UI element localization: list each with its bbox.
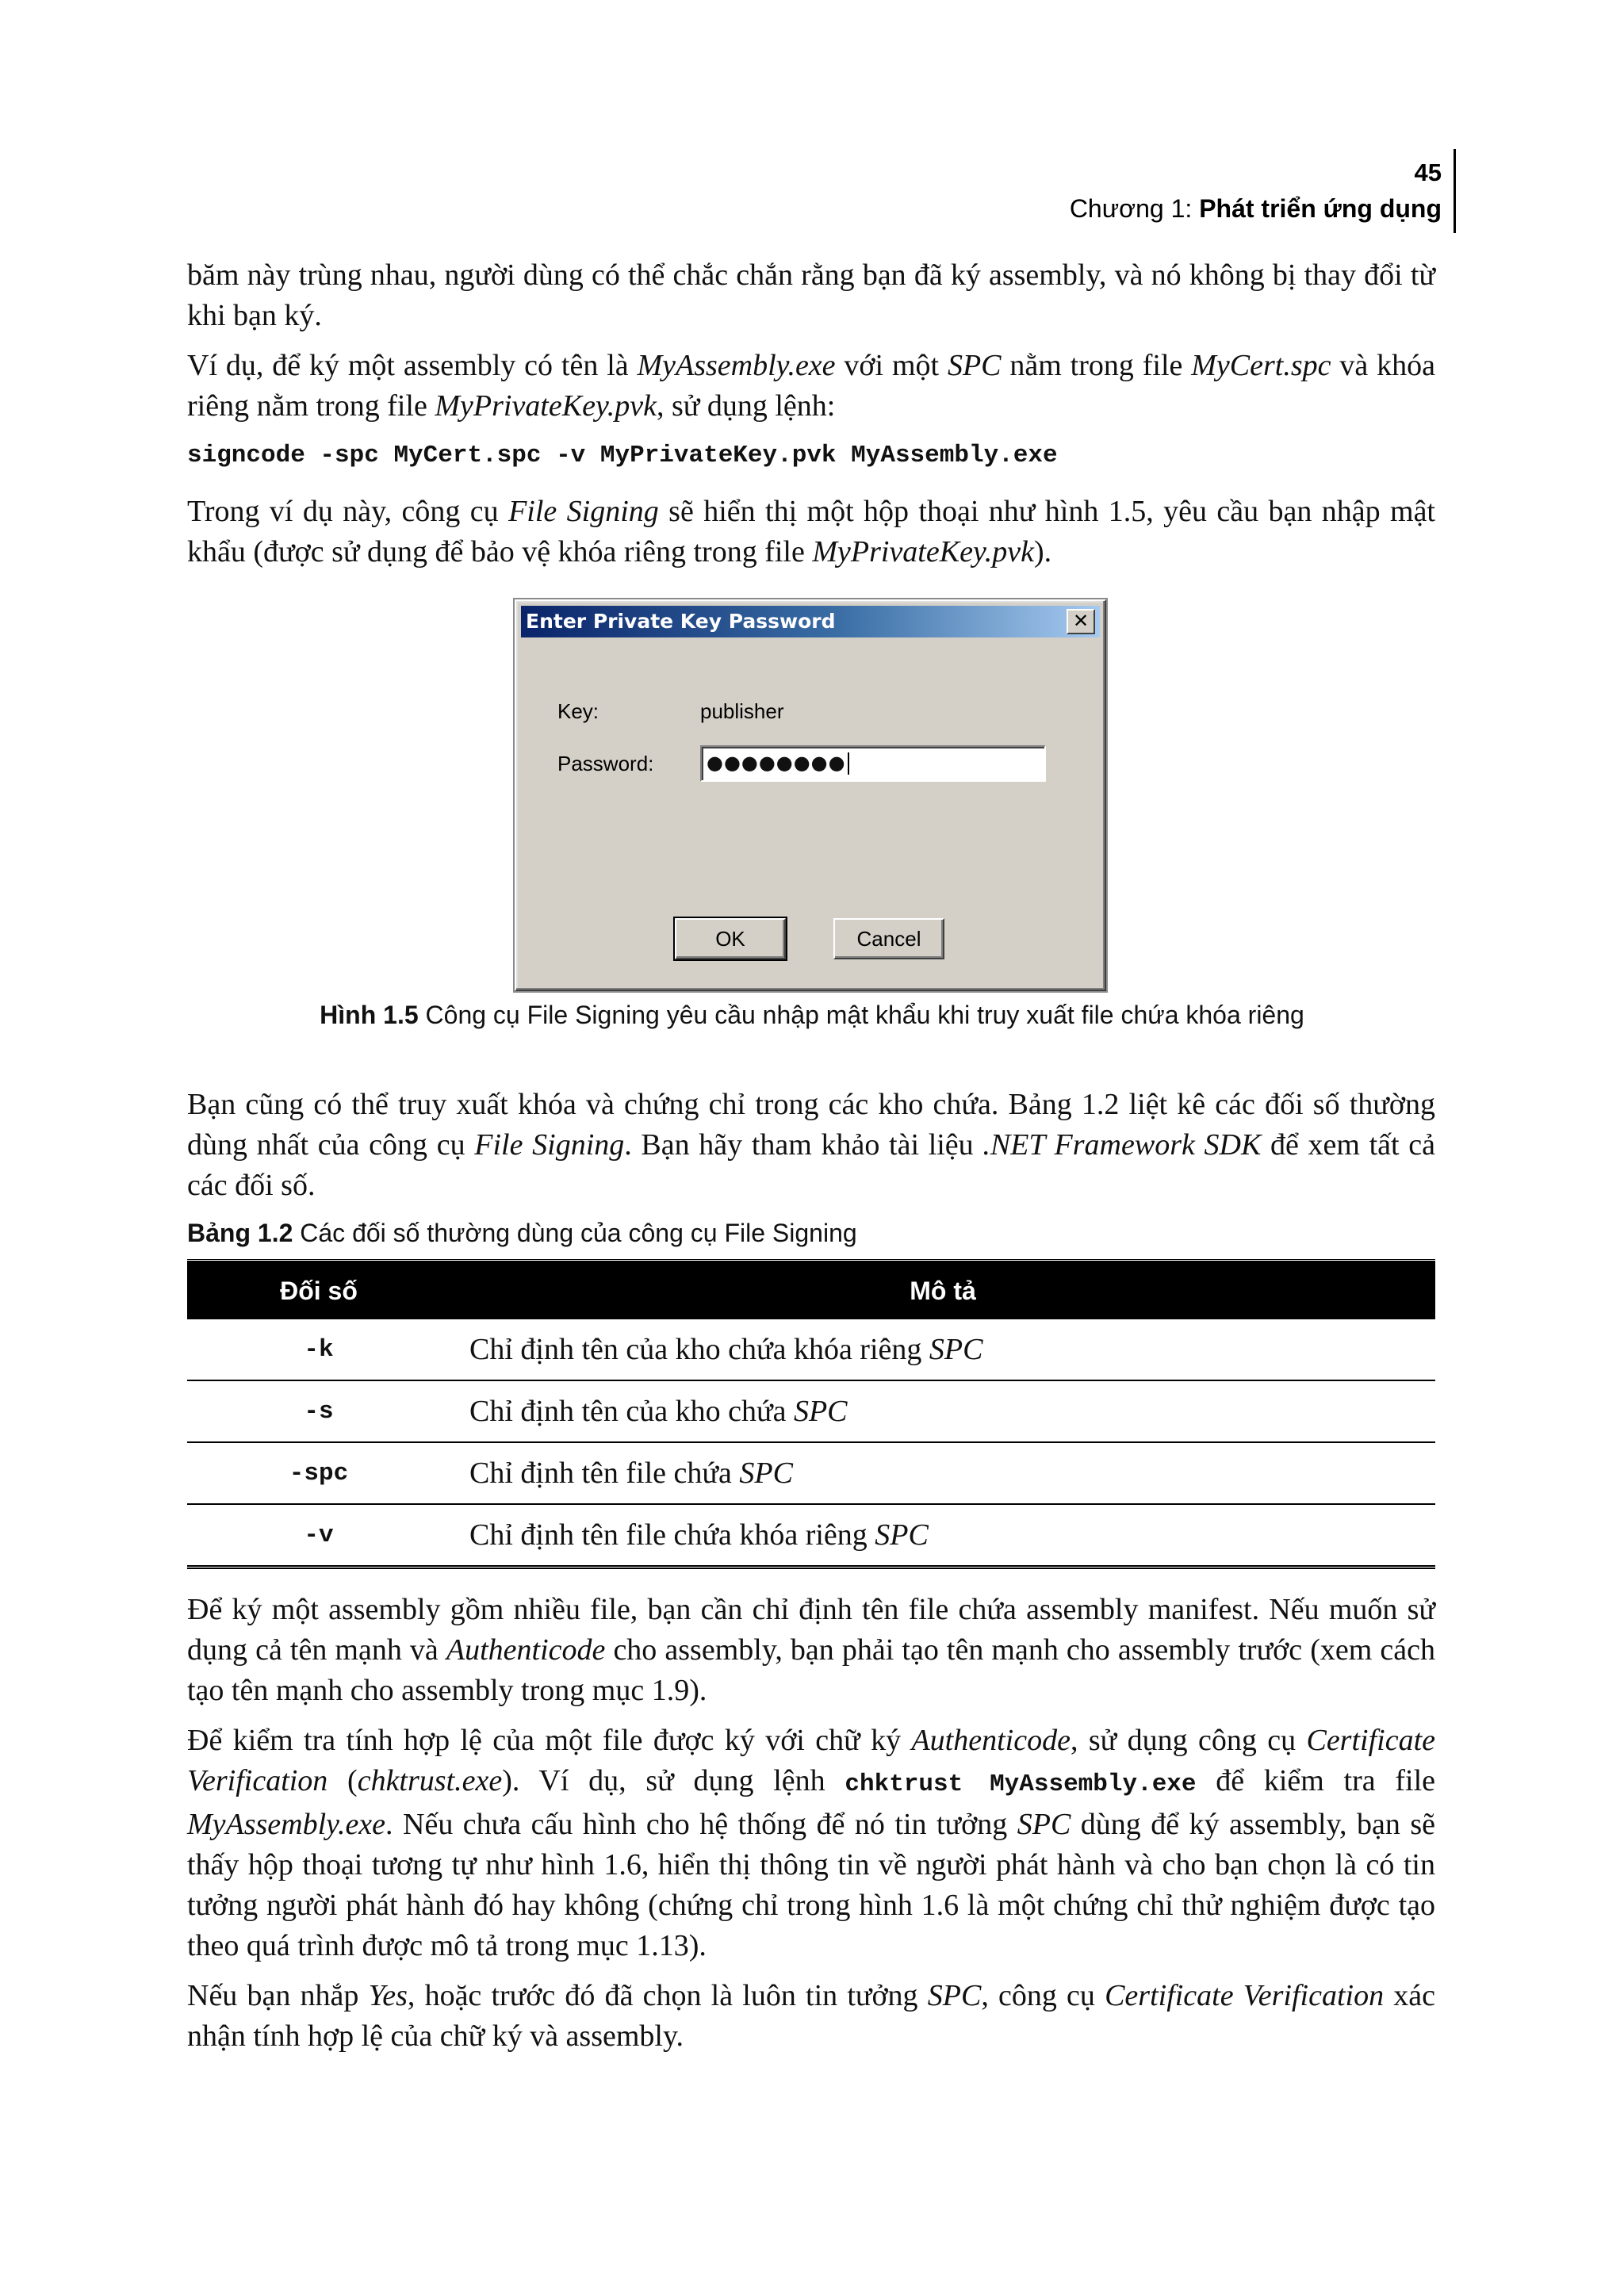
text-run: Chỉ định tên của kho chứa xyxy=(469,1395,794,1428)
arguments-table xyxy=(187,1259,1435,1569)
italic-run: SPC xyxy=(1017,1808,1071,1841)
text-run: . Bạn hãy tham khảo tài liệu xyxy=(624,1128,983,1162)
italic-run: SPC xyxy=(739,1457,793,1490)
key-value: publisher xyxy=(700,699,784,723)
description-cell xyxy=(450,1504,1435,1568)
table-caption-label: Bảng 1.2 xyxy=(187,1219,293,1247)
text-run: và khóa riêng nằm trong file xyxy=(187,349,1435,423)
text-run: Để ký một assembly gồm nhiều file, bạn cần chỉ định tên file chứa assembly manifest. Nếu muốn sử dụng cả tên mạnh và xyxy=(187,1593,1435,1667)
italic-run: Authenticode xyxy=(446,1633,606,1667)
text-run: Chỉ định tên file chứa xyxy=(469,1457,740,1490)
text-run: ). xyxy=(1033,535,1052,568)
text-run: để xem tất cả các đối số. xyxy=(187,1128,1436,1202)
italic-run: MyCert.spc xyxy=(1191,349,1331,382)
italic-run: MyAssembly.exe xyxy=(187,1808,386,1841)
text-run: Nếu bạn nhắp xyxy=(187,1979,369,2012)
dialog-titlebar xyxy=(521,606,1100,637)
paragraph-5 xyxy=(187,1590,1435,1711)
italic-run: File Signing xyxy=(474,1128,625,1162)
text-caret xyxy=(848,752,849,775)
figure-caption xyxy=(0,1001,1624,1030)
text-run: , sử dụng lệnh: xyxy=(656,389,836,423)
text-run: xác nhận tính hợp lệ của chữ ký và assembly. xyxy=(187,1979,1436,2053)
table-row xyxy=(187,1380,1435,1442)
cancel-button[interactable]: Cancel xyxy=(833,918,944,959)
text-run: Chỉ định tên của kho chứa khóa riêng xyxy=(469,1333,929,1366)
italic-run: MyPrivateKey.pvk xyxy=(812,535,1034,568)
text-run: Ví dụ, để ký một assembly có tên là xyxy=(187,349,638,382)
text-run: cho assembly, bạn phải tạo tên mạnh cho assembly trước (xem cách tạo tên mạnh cho assembly trong mục 1.9). xyxy=(187,1633,1435,1707)
header-rule xyxy=(1454,149,1456,233)
italic-run: SPC xyxy=(929,1333,983,1366)
figure-caption-text: Công cụ File Signing yêu cầu nhập mật khẩu khi truy xuất file chứa khóa riêng xyxy=(418,1001,1304,1029)
text-run: , hoặc trước đó đã chọn là luôn tin tưởng xyxy=(407,1979,928,2012)
password-mask: ●●●●●●●● xyxy=(707,752,846,774)
text-run: sẽ hiển thị một hộp thoại như hình 1.5, yêu cầu bạn nhập mật khẩu (được sử dụng để bảo vệ khóa riêng trong file xyxy=(187,495,1435,568)
text-run: dùng để ký assembly, bạn sẽ thấy hộp thoại tương tự như hình 1.6, hiển thị thông tin về người phát hành và cho bạn chọn là có tin tưởng người phát hành đó hay không (chứng chỉ trong hình 1.6 là một chứng chỉ thử nghiệm được tạo theo quá trình được mô tả trong mục 1.13). xyxy=(187,1808,1436,1962)
page-number: 45 xyxy=(1414,159,1442,186)
text-run: ). Ví dụ, sử dụng lệnh xyxy=(502,1764,845,1797)
code-line: signcode -spc MyCert.spc -v MyPrivateKey.pvk MyAssembly.exe xyxy=(187,442,1058,469)
password-label: Password: xyxy=(557,752,654,775)
italic-run: SPC xyxy=(947,349,1002,382)
italic-run: Certificate Verification xyxy=(187,1724,1435,1797)
italic-run: SPC xyxy=(875,1518,929,1552)
text-run: ( xyxy=(327,1764,358,1797)
table-header-row xyxy=(187,1261,1435,1319)
text-run: để kiểm tra file xyxy=(1196,1764,1436,1797)
italic-run: .NET Framework SDK xyxy=(982,1128,1262,1162)
text-run: Để kiểm tra tính hợp lệ của một file được ký với chữ ký xyxy=(187,1724,912,1757)
header-description: Mô tả xyxy=(910,1276,976,1305)
paragraph-7 xyxy=(187,1976,1435,2057)
close-icon[interactable]: ✕ xyxy=(1067,609,1095,634)
text-run: , công cụ xyxy=(981,1979,1105,2012)
inline-code: chktrust MyAssembly.exe xyxy=(845,1770,1197,1798)
text-run: nằm trong file xyxy=(1001,349,1192,382)
header-argument: Đối số xyxy=(280,1276,358,1305)
table-caption xyxy=(187,1219,1435,1248)
dialog-frame xyxy=(515,599,1106,991)
ok-button[interactable]: OK xyxy=(675,918,786,959)
italic-run: SPC xyxy=(793,1395,848,1428)
italic-run: File Signing xyxy=(508,495,659,528)
table-row xyxy=(187,1442,1435,1504)
italic-run: Authenticode xyxy=(911,1724,1071,1757)
argument-cell: -s xyxy=(187,1380,450,1442)
paragraph-1: băm này trùng nhau, người dùng có thể chắc chắn rằng bạn đã ký assembly, và nó không bị thay đổi từ khi bạn ký. xyxy=(187,258,1435,332)
text-run: . Nếu chưa cấu hình cho hệ thống để nó tin tưởng xyxy=(385,1808,1017,1841)
table-row xyxy=(187,1319,1435,1380)
italic-run: chktrust.exe xyxy=(357,1764,503,1797)
argument-cell: -spc xyxy=(187,1442,450,1504)
text-run: Bạn cũng có thể truy xuất khóa và chứng chỉ trong các kho chứa. Bảng 1.2 liệt kê các đối số thường dùng nhất của công cụ xyxy=(187,1088,1435,1162)
text-run: , sử dụng công cụ xyxy=(1070,1724,1307,1757)
italic-run: SPC xyxy=(927,1979,982,2012)
paragraph-2 xyxy=(187,346,1435,427)
argument-cell: -k xyxy=(187,1319,450,1380)
italic-run: Yes xyxy=(368,1979,408,2012)
private-key-password-dialog xyxy=(515,599,1106,991)
argument-cell: -v xyxy=(187,1504,450,1568)
table-caption-text: Các đối số thường dùng của công cụ File Signing xyxy=(293,1219,857,1247)
chapter-title: Phát triển ứng dụng xyxy=(1199,194,1442,223)
dialog-title: Enter Private Key Password xyxy=(526,610,836,633)
page-body xyxy=(187,255,1435,2066)
italic-run: MyPrivateKey.pvk xyxy=(435,389,657,423)
chapter-prefix: Chương 1: xyxy=(1069,194,1200,223)
italic-run: MyAssembly.exe xyxy=(637,349,836,382)
text-run: Trong ví dụ này, công cụ xyxy=(187,495,509,528)
description-cell xyxy=(450,1442,1435,1504)
text-run: Chỉ định tên file chứa khóa riêng xyxy=(469,1518,875,1552)
table-row xyxy=(187,1504,1435,1568)
chapter-heading xyxy=(1070,190,1442,227)
password-field[interactable] xyxy=(700,745,1046,782)
description-cell xyxy=(450,1319,1435,1380)
paragraph-3 xyxy=(187,492,1435,572)
paragraph-6 xyxy=(187,1721,1435,1966)
page-header xyxy=(1070,155,1442,227)
description-cell xyxy=(450,1380,1435,1442)
text-run: với một xyxy=(835,349,948,382)
paragraph-4 xyxy=(187,1085,1435,1206)
italic-run: Certificate Verification xyxy=(1105,1979,1385,2012)
figure-caption-label: Hình 1.5 xyxy=(320,1001,419,1029)
key-label: Key: xyxy=(557,699,599,723)
